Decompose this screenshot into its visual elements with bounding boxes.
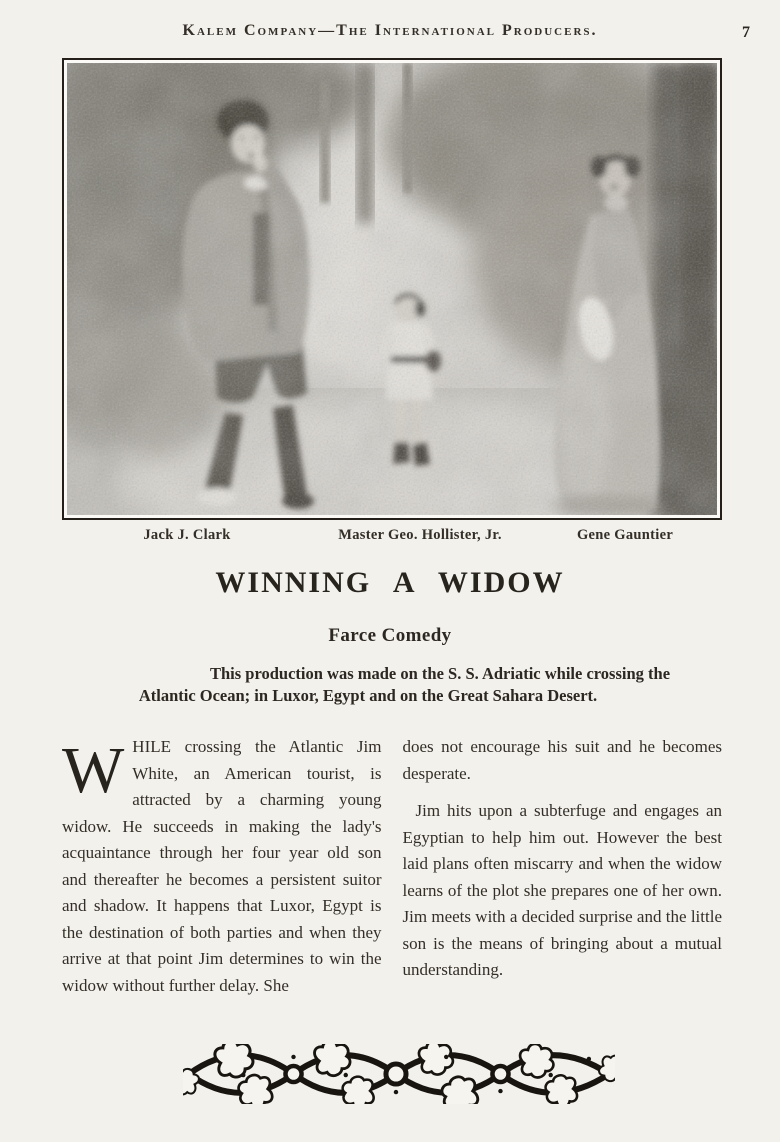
film-genre: Farce Comedy [328, 625, 452, 646]
synopsis-column-right [403, 734, 723, 999]
synopsis [62, 734, 722, 999]
synopsis-col1-text: HILE crossing the Atlantic Jim White, an American tourist, is attracted by a charming young widow. He succeeds in making the lady's acquaintance through her four year old son and thereafter he becomes a persistent suitor and shadow. It happens that Luxor, Egypt is the destination of both parties and when they arrive at that point Jim determines to win the widow without further delay. She [62, 737, 382, 995]
synopsis-column-left [62, 734, 382, 999]
ornament-divider [183, 1044, 615, 1104]
masthead-title: Kalem Company—The International Producers. [182, 22, 598, 39]
production-note [0, 663, 780, 706]
page-number: 7 [742, 24, 750, 41]
film-still-illustration [67, 63, 717, 515]
production-note-line2: Atlantic Ocean; in Luxor, Egypt and on the Great Sahara Desert. [138, 685, 598, 705]
caption-actor-right: Gene Gauntier [576, 527, 674, 543]
synopsis-paragraph-1 [62, 734, 382, 999]
production-note-line1: This production was made on the S. S. Adriatic while crossing the [209, 664, 671, 683]
caption-actor-left: Jack J. Clark [143, 527, 231, 543]
synopsis-paragraph-2: Jim hits upon a subterfuge and engages an Egyptian to help him out. However the best laid plans often miscarry and when the widow learns of the plot she prepares one of her own. Jim meets with a decided surprise and the little son is the means of bringing about a mutual understanding. [402, 801, 722, 979]
film-still-photo [62, 58, 722, 520]
synopsis-col2-continuation: does not encourage his suit and he becomes desperate. [402, 737, 722, 783]
caption-actor-center: Master Geo. Hollister, Jr. [338, 527, 502, 543]
drop-cap: W [62, 734, 125, 807]
photo-captions [0, 527, 780, 547]
foliage-garland-icon [183, 1044, 615, 1104]
film-title: WINNING A WIDOW [215, 566, 565, 599]
